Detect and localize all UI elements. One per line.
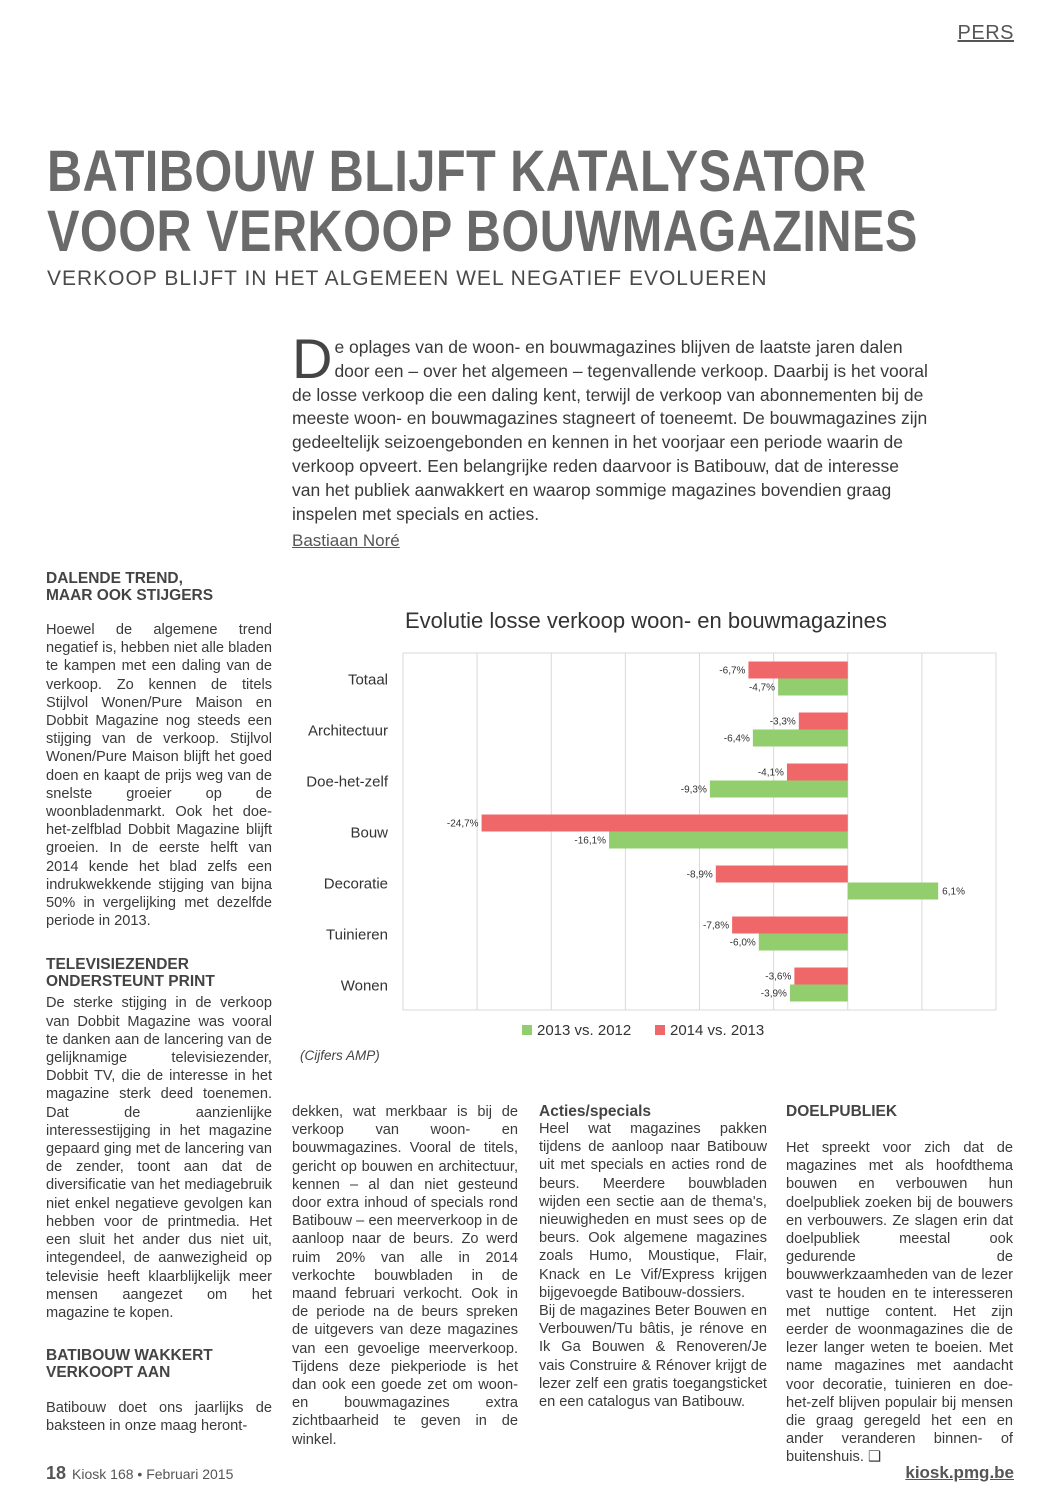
intro-paragraph	[292, 327, 932, 526]
legend-label: 2014 vs. 2013	[670, 1022, 765, 1039]
author-link[interactable]: Bastiaan Noré	[292, 531, 400, 550]
legend-label: 2013 vs. 2012	[537, 1022, 632, 1039]
bar	[710, 781, 848, 798]
text-acties-2: Bij de magazines Beter Bouwen en Verbouwen/Tu bâtis, je rénove en Ik Ga Bouwen & Renoveren/Je vais Construire & Rénover krijgt de lezer zelf een gratis toegangsticket en een catalogus van Batibouw.	[539, 1303, 767, 1411]
section-tag[interactable]: PERS	[957, 22, 1014, 44]
category-label: Bouw	[350, 824, 388, 842]
data-label: 6,1%	[942, 886, 965, 898]
bar	[790, 985, 848, 1002]
title-line-1: BATIBOUW BLIJFT KATALYSATOR	[47, 139, 867, 204]
data-label: -7,8%	[702, 920, 730, 932]
bar	[482, 815, 848, 832]
legend-swatch	[522, 1025, 532, 1035]
data-label: -4,7%	[748, 682, 776, 694]
text-doelpubliek: Het spreekt voor zich dat de magazines met als hoofdthema bouwen en verbouwen hun doelpubliek zoeken bij de bouwers en verbouwers. Ze slagen erin dat doelpubliek meestal ook gedurende de bouwwerkzaamheden van de lezer vast te houden en te interesseren met nuttige content. Het zijn eerder de woonmagazines die de lezer langer weten te boeien. Met name magazines met aandacht voor decoratie, tuinieren en doe-het-zelf blijven populair bij mensen die graag geregeld het een en ander veranderen binnen- of buitenshuis. ❑	[786, 1140, 1013, 1466]
intro-text: e oplages van de woon- en bouwmagazines blijven de laatste jaren dalen door een – over het algemeen – tegenvallende verkoop. Daarbij is het vooral de losse verkoop die een daling kent, terwijl de verkoop van abonnementen bij de meeste woon- en bouwmagazines stagneert of toeneemt. De bouwmagazines zijn gedeeltelijk seizoengebonden en kennen in het voorjaar een periode waarin de verkoop opveert. Een belangrijke reden daarvoor is Batibouw, dat de interesse van het publiek aanwakkert en waarop sommige magazines bovendien graag inspelen met specials en acties.	[292, 337, 928, 524]
footer-issue	[46, 1463, 233, 1484]
bar	[748, 662, 847, 679]
bar-chart	[290, 640, 1010, 1050]
article-title	[47, 139, 918, 264]
category-label: Architectuur	[307, 722, 388, 740]
drop-cap: D	[292, 327, 333, 390]
bar	[848, 883, 938, 900]
bar	[799, 713, 848, 730]
data-label: -4,1%	[757, 767, 784, 779]
bar	[794, 968, 847, 985]
heading-televisiezender: TELEVISIEZENDER ONDERSTEUNT PRINT	[46, 956, 215, 991]
text-batibouw-wakkert: Batibouw doet ons jaarlijks de baksteen in onze maag heront-	[46, 1400, 272, 1435]
data-label: -3,9%	[760, 988, 787, 1000]
heading-batibouw-wakkert: BATIBOUW WAKKERT VERKOOPT AAN	[46, 1347, 213, 1382]
bar	[732, 917, 848, 934]
text-column-2: dekken, wat merkbaar is bij de verkoop van woon- en bouwmagazines. Vooral de titels, gericht op bouwen en architectuur, kennen – al dan niet gesteund door extra inhoud of specials rond Batibouw – een meerverkoop in de aanloop naar de beurs. Zo werd ruim 20% van alle in 2014 verkochte bouwbladen in de maand februari verkocht. Ook in de periode na de beurs spreken de uitgevers van deze magazines van een gevoelige meerverkoop. Tijdens deze piekperiode is het dan ook een goede zet om woon- en bouwmagazines extra zichtbaarheid te geven in de winkel.	[292, 1104, 518, 1448]
heading-doelpubliek: DOELPUBLIEK	[786, 1103, 898, 1120]
category-label: Doe-het-zelf	[306, 773, 388, 791]
footer-website-link[interactable]: kiosk.pmg.be	[905, 1463, 1014, 1482]
data-label: -9,3%	[680, 784, 707, 796]
issue-info: Kiosk 168 • Februari 2015	[72, 1466, 234, 1482]
bar	[753, 730, 848, 747]
column-3	[539, 1103, 767, 1411]
legend-swatch	[655, 1025, 665, 1035]
category-label: Totaal	[347, 671, 388, 689]
heading-dalende-trend: DALENDE TREND, MAAR OOK STIJGERS	[46, 570, 214, 604]
data-label: -6,4%	[723, 733, 750, 745]
data-label: -16,1%	[574, 835, 607, 847]
data-label: -3,6%	[765, 971, 792, 983]
category-label: Tuinieren	[326, 926, 388, 944]
data-label: -8,9%	[686, 869, 713, 881]
bar	[787, 764, 848, 781]
category-label: Decoratie	[323, 875, 388, 893]
data-label: -6,0%	[729, 937, 756, 949]
text-dalende-trend: Hoewel de algemene trend negatief is, hebben niet alle bladen te kampen met een daling van de verkoop. Zo kennen de titels Stijlvol Wonen/Pure Maison en Dobbit Magazine nog steeds een stijging van de verkoop. Stijlvol Wonen/Pure Maison blijft het goed doen en kaapt de prijs weg van de snelste groeier op de woonbladenmarkt. Ook het doe-het-zelfblad Dobbit Magazine blijft groeien. In de eerste helft van 2014 kende het blad zelfs een indrukwekkende stijging van bijna 50% in vergelijking met dezelfde periode in 2013.	[46, 622, 272, 930]
column-4	[786, 1103, 1013, 1467]
page-number: 18	[46, 1463, 67, 1483]
column-2	[292, 1103, 518, 1449]
chart-source-note: (Cijfers AMP)	[300, 1048, 380, 1063]
data-label: -6,7%	[719, 665, 746, 677]
title-line-2: VOOR VERKOOP BOUWMAGAZINES	[47, 199, 918, 264]
text-televisiezender: De sterke stijging in de verkoop van Dobbit Magazine was vooral te danken aan de lancering van de gelijknamige televisiezender, Dobbit TV, die de interesse in het magazine sterk deed toenemen. Dat de aanzienlijke interessestijging in het magazine gepaard ging met de lancering van de zender, toont aan dat de diversificatie van het mediagebruik niet enkel negatieve gevolgen kan hebben voor de printmedia. Het een sluit het ander dus niet uit, integendeel, de aanwezigheid op televisie heeft klaarblijkelijk meer mensen aangezet om het magazine te kopen.	[46, 995, 272, 1321]
text-acties-1: Heel wat magazines pakken tijdens de aanloop naar Batibouw uit met specials en acties rond de beurs. Meerdere bouwbladen wijden een sectie aan de thema's, nieuwigheden en must sees op de beurs. Ook algemene magazines zoals Humo, Moustique, Flair, Knack en Le Vif/Express krijgen bijgevoegde Batibouw-dossiers.	[539, 1121, 767, 1301]
heading-acties-specials: Acties/specials	[539, 1103, 652, 1120]
column-1	[46, 570, 272, 1436]
bar	[759, 934, 848, 951]
bar	[778, 679, 848, 696]
article-subtitle: VERKOOP BLIJFT IN HET ALGEMEEN WEL NEGATIEF EVOLUEREN	[47, 267, 768, 290]
data-label: -24,7%	[446, 818, 479, 830]
bar	[716, 866, 848, 883]
bar	[609, 832, 848, 849]
data-label: -3,3%	[769, 716, 796, 728]
chart-title: Evolutie losse verkoop woon- en bouwmagazines	[405, 608, 887, 633]
category-label: Wonen	[340, 977, 388, 995]
